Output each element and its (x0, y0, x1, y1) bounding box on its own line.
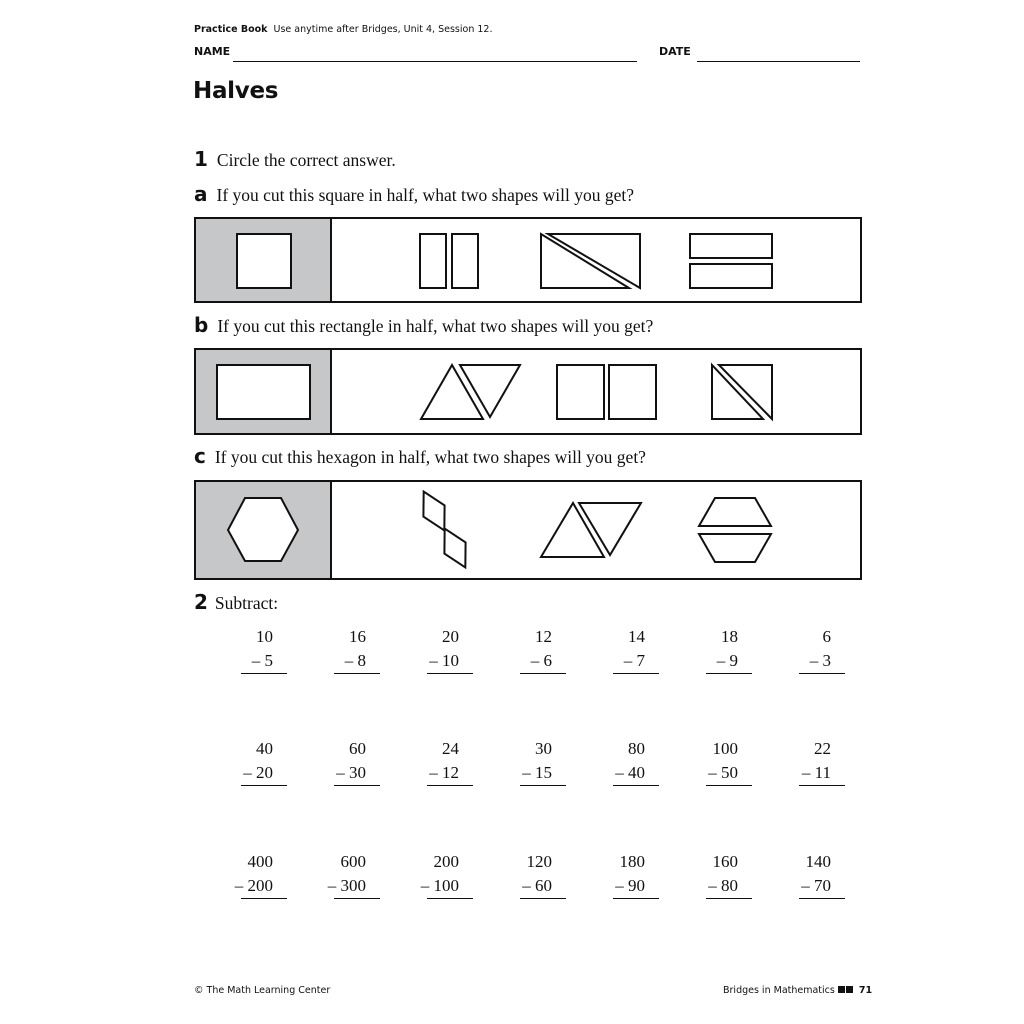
question-instruction: Circle the correct answer. (216, 150, 396, 170)
minuend: 60 (349, 739, 366, 758)
subtrahend: – 12 (429, 763, 459, 782)
minuend: 140 (805, 852, 831, 871)
subtrahend: – 60 (522, 876, 552, 895)
answer-line[interactable] (427, 673, 473, 674)
part-letter: c (194, 444, 206, 468)
subtraction-problem (599, 850, 659, 898)
minuend: 14 (628, 627, 645, 646)
minuend: 22 (814, 739, 831, 758)
subtraction-problem (413, 737, 473, 785)
answer-line[interactable] (613, 898, 659, 899)
subtraction-problem (599, 737, 659, 785)
page-number: 71 (858, 985, 873, 996)
name-field[interactable] (233, 61, 637, 62)
minuend: 400 (247, 852, 273, 871)
date-label: DATE (659, 45, 691, 58)
option-two-triangles[interactable] (541, 503, 641, 557)
answer-line[interactable] (799, 785, 845, 786)
given-rectangle (217, 365, 310, 419)
subtrahend: – 70 (801, 876, 831, 895)
subtraction-problem (320, 737, 380, 785)
option-two-trapezoids[interactable] (699, 498, 771, 562)
question-number: 1 (194, 147, 208, 171)
book-label: Practice Book (194, 24, 268, 35)
minuend: 80 (628, 739, 645, 758)
minuend: 160 (712, 852, 738, 871)
option-two-rhombuses[interactable] (413, 486, 476, 573)
question-1-heading (194, 147, 396, 171)
subtraction-problem (506, 737, 566, 785)
subtraction-problem (227, 737, 287, 785)
minuend: 10 (256, 627, 273, 646)
subtrahend: – 6 (530, 651, 552, 670)
series-name: Bridges in Mathematics (723, 985, 835, 996)
part-c-panel (194, 480, 862, 580)
bridges-square-icon (838, 986, 845, 993)
answer-line[interactable] (799, 673, 845, 674)
subtraction-problem (227, 625, 287, 673)
answer-line[interactable] (241, 898, 287, 899)
option-two-equilateral-triangles[interactable] (421, 365, 520, 419)
minuend: 12 (535, 627, 552, 646)
part-c-shapes (196, 482, 860, 578)
subtraction-problem (599, 625, 659, 673)
answer-line[interactable] (334, 898, 380, 899)
option-two-right-triangles[interactable] (541, 234, 640, 288)
part-question: If you cut this square in half, what two shapes will you get? (216, 185, 634, 205)
question-2-heading (194, 590, 278, 614)
subtrahend: – 9 (716, 651, 738, 670)
answer-line[interactable] (706, 673, 752, 674)
subtraction-problem (320, 850, 380, 898)
footer-series (723, 985, 872, 996)
subtrahend: – 50 (708, 763, 738, 782)
minuend: 6 (822, 627, 831, 646)
minuend: 200 (433, 852, 459, 871)
minuend: 100 (712, 739, 738, 758)
name-label: NAME (194, 45, 231, 58)
subtraction-problem (785, 737, 845, 785)
copyright: © The Math Learning Center (194, 985, 331, 996)
subtrahend: – 11 (801, 763, 831, 782)
part-b-panel (194, 348, 862, 435)
date-field[interactable] (697, 61, 860, 62)
answer-line[interactable] (706, 898, 752, 899)
bridges-square-icon (846, 986, 853, 993)
minuend: 16 (349, 627, 366, 646)
subtrahend: – 8 (344, 651, 366, 670)
part-a-shapes (196, 219, 860, 301)
page-title: Halves (193, 78, 279, 104)
subtraction-problem (506, 625, 566, 673)
part-question: If you cut this rectangle in half, what two shapes will you get? (217, 316, 654, 336)
answer-line[interactable] (241, 673, 287, 674)
answer-line[interactable] (799, 898, 845, 899)
subtrahend: – 20 (243, 763, 273, 782)
subtraction-problem (785, 625, 845, 673)
part-letter: a (194, 182, 208, 206)
subtraction-problem (413, 625, 473, 673)
question-instruction: Subtract: (214, 593, 279, 613)
subtrahend: – 90 (615, 876, 645, 895)
minuend: 20 (442, 627, 459, 646)
subtrahend: – 30 (336, 763, 366, 782)
subtrahend: – 100 (420, 876, 459, 895)
answer-line[interactable] (520, 898, 566, 899)
answer-line[interactable] (427, 898, 473, 899)
part-question: If you cut this hexagon in half, what two shapes will you get? (214, 447, 646, 467)
answer-line[interactable] (241, 785, 287, 786)
answer-line[interactable] (613, 785, 659, 786)
minuend: 30 (535, 739, 552, 758)
answer-line[interactable] (706, 785, 752, 786)
part-b-heading (194, 313, 653, 337)
answer-line[interactable] (613, 673, 659, 674)
answer-line[interactable] (334, 673, 380, 674)
minuend: 180 (619, 852, 645, 871)
minuend: 24 (442, 739, 459, 758)
subtrahend: – 200 (234, 876, 273, 895)
given-square (237, 234, 291, 288)
minuend: 120 (526, 852, 552, 871)
subtrahend: – 10 (429, 651, 459, 670)
part-letter: b (194, 313, 209, 337)
subtrahend: – 5 (251, 651, 273, 670)
subtrahend: – 40 (615, 763, 645, 782)
part-c-heading (194, 444, 646, 468)
subtrahend: – 300 (327, 876, 366, 895)
minuend: 40 (256, 739, 273, 758)
answer-line[interactable] (520, 673, 566, 674)
part-a-heading (194, 182, 634, 206)
practice-book-header (194, 24, 492, 35)
subtrahend: – 15 (522, 763, 552, 782)
part-a-panel (194, 217, 862, 303)
given-hexagon (228, 498, 298, 561)
minuend: 18 (721, 627, 738, 646)
part-b-shapes (196, 350, 860, 433)
question-number: 2 (194, 590, 208, 614)
option-two-right-triangles[interactable] (712, 365, 772, 419)
subtraction-problem (320, 625, 380, 673)
subtrahend: – 80 (708, 876, 738, 895)
subtraction-problem (785, 850, 845, 898)
subtrahend: – 3 (809, 651, 831, 670)
subtraction-problem (692, 625, 752, 673)
subtraction-problem (692, 850, 752, 898)
answer-line[interactable] (427, 785, 473, 786)
usage-note: Use anytime after Bridges, Unit 4, Session 12. (273, 24, 493, 35)
option-two-wide-rectangles[interactable] (690, 234, 772, 288)
subtraction-problem (227, 850, 287, 898)
subtraction-problem (692, 737, 752, 785)
subtraction-problem (506, 850, 566, 898)
option-two-tall-rectangles[interactable] (420, 234, 478, 288)
answer-line[interactable] (520, 785, 566, 786)
option-two-tall-rectangles[interactable] (557, 365, 656, 419)
answer-line[interactable] (334, 785, 380, 786)
minuend: 600 (340, 852, 366, 871)
subtrahend: – 7 (623, 651, 645, 670)
subtraction-problem (413, 850, 473, 898)
